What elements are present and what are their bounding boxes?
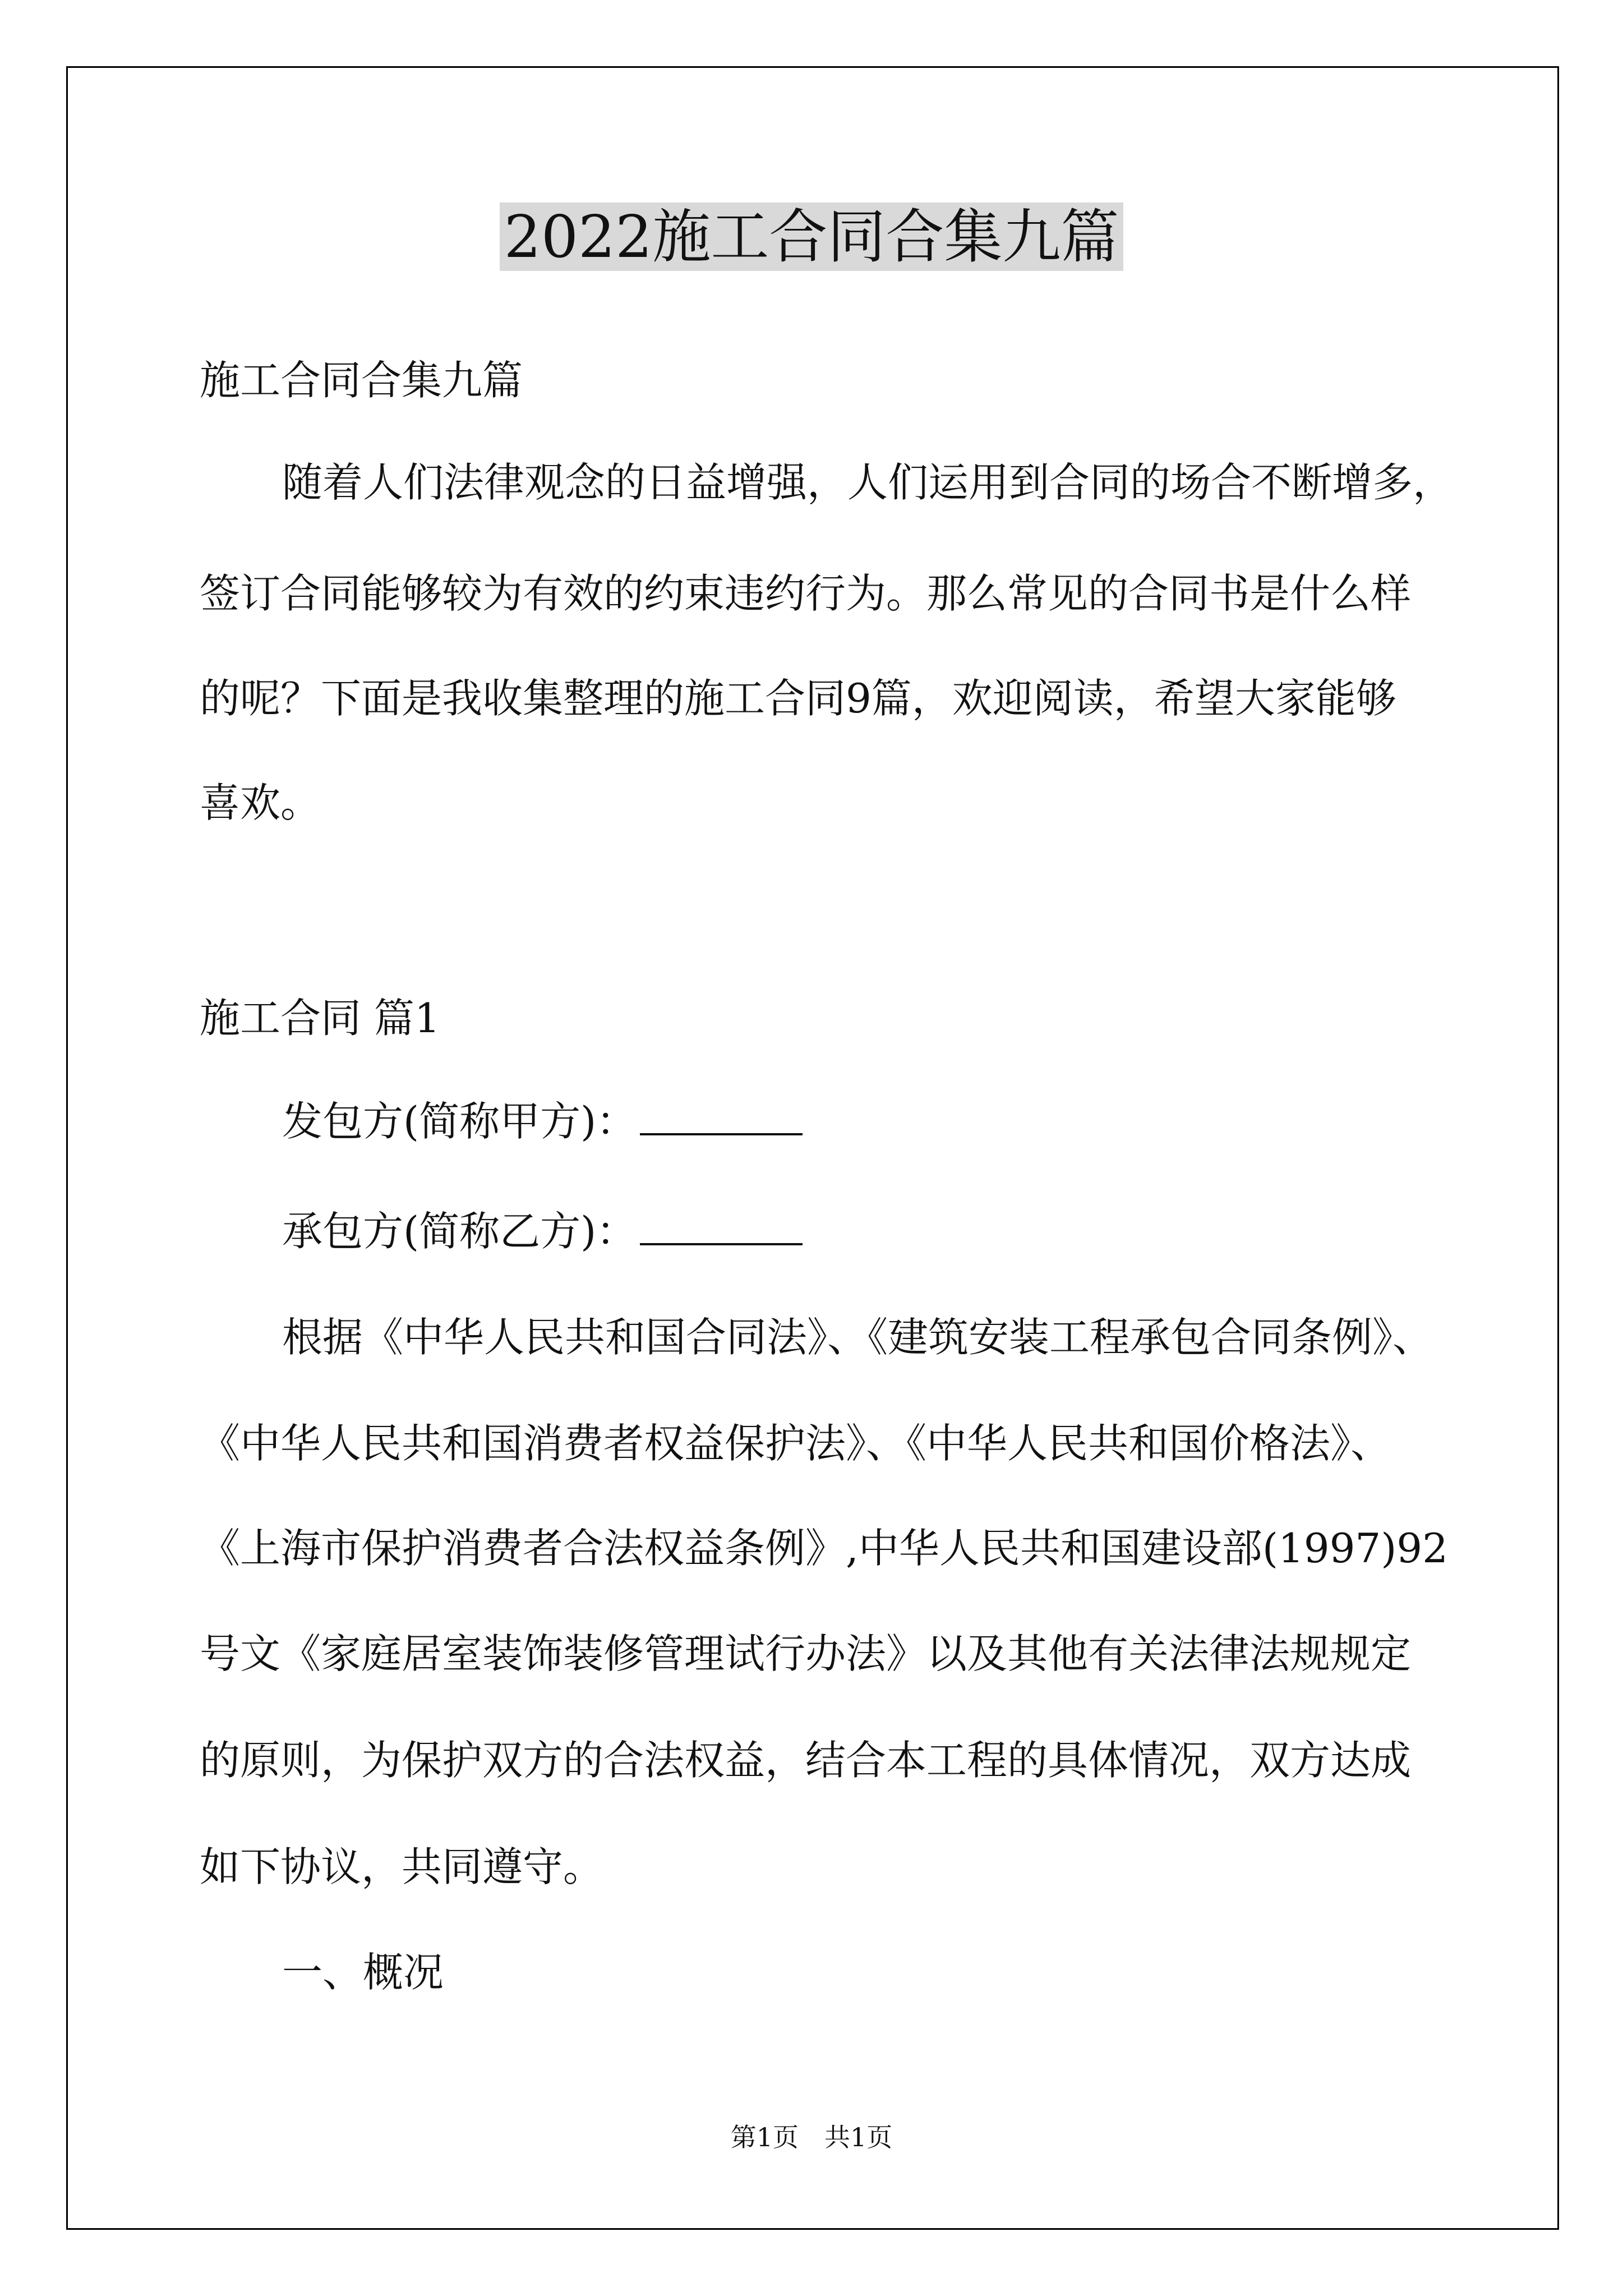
legal-basis-line: 的原则，为保护双方的合法权益，结合本工程的具体情况，双方达成 [200,1737,1412,1784]
legal-basis-line: 如下协议，共同遵守。 [200,1843,604,1890]
legal-basis-line: 《上海市保护消费者合法权益条例》,中华人民共和国建设部(1997)92 [200,1525,1448,1572]
clause-one-heading: 一、概况 [282,1949,444,1996]
legal-basis-line: 《中华人民共和国消费者权益保护法》、《中华人民共和国价格法》、 [200,1420,1391,1467]
intro-line: 的呢？下面是我收集整理的施工合同9篇，欢迎阅读，希望大家能够 [200,675,1396,722]
legal-basis-line: 号文《家庭居室装饰装修管理试行办法》以及其他有关法律法规规定 [200,1630,1412,1677]
party-a-line [282,1094,803,1148]
intro-line: 喜欢。 [200,779,321,826]
party-a-blank [640,1094,803,1135]
party-b-blank [640,1204,803,1245]
party-a-label: 发包方(简称甲方)： [282,1098,637,1145]
intro-line: 随着人们法律观念的日益增强，人们运用到合同的场合不断增多， [282,459,1454,506]
document-title [0,197,1623,276]
section-heading: 施工合同 篇1 [200,995,440,1042]
document-subtitle: 施工合同合集九篇 [200,357,523,404]
legal-basis-line: 根据《中华人民共和国合同法》、《建筑安装工程承包合同条例》、 [282,1314,1433,1361]
intro-line: 签订合同能够较为有效的约束违约行为。那么常见的合同书是什么样 [200,570,1412,617]
party-b-label: 承包方(简称乙方)： [282,1208,637,1255]
page-footer: 第1页 共1页 [730,2122,893,2152]
party-b-line [282,1204,803,1258]
document-title-text: 2022施工合同合集九篇 [500,203,1124,271]
